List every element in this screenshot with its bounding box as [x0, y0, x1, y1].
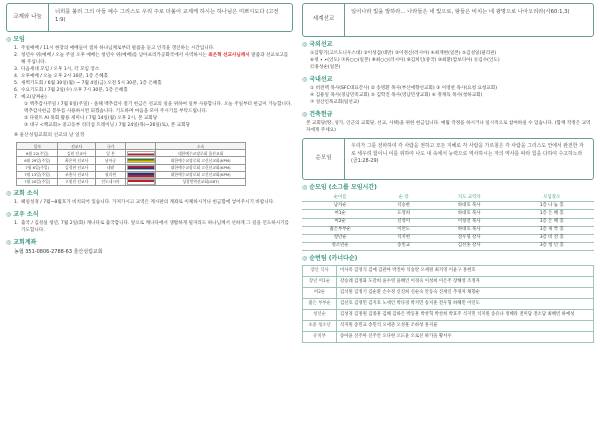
duty-group: 유치부 — [303, 331, 337, 342]
notice-item — [14, 53, 293, 67]
mission-header: 국가 — [95, 143, 125, 150]
small-group-row — [302, 242, 594, 250]
mission-flag-cell — [126, 178, 156, 185]
small-group-cell: 하대호 목사 — [429, 210, 510, 218]
notice-item — [14, 95, 293, 102]
duty-row — [303, 298, 594, 309]
mission-header: 일자 — [17, 143, 58, 150]
small-group-header: 지도 교역자 — [429, 194, 510, 202]
mission-header: 선교사 — [58, 143, 95, 150]
notice-subitem: ③ 대구 <백교회> 중고등부 리더십 트레이닝 / 7월 24일(목)~26일(토), 본 교회당 — [24, 122, 190, 128]
small-group-cell: 여2순 — [302, 218, 378, 226]
small-group-row — [302, 226, 594, 234]
flag-icon — [127, 179, 155, 185]
notice-text: 예고(날짜순) — [21, 94, 47, 100]
mission-cell: 필리핀 — [95, 171, 125, 178]
right-column — [302, 3, 594, 421]
small-group-cell: 신영미 — [378, 218, 429, 226]
order-verse-text: 우리가 그를 전파하여 각 사람을 권하고 모든 지혜로 각 사람을 가르침은 각 사람을 그리스도 안에서 완전한 자로 세우려 함이니 이를 위하여 나도 내 속에서 능력으로 역사하시는 자의 역사를 따라 힘을 다하여 수고하노라 (골1:28-29) — [351, 143, 584, 165]
member-news-item — [14, 221, 293, 235]
small-group-row — [302, 218, 594, 226]
duty-group: 여2순 — [303, 287, 337, 298]
small-group-header: 모임장소 — [509, 194, 594, 202]
church-news-item — [14, 200, 293, 207]
mission-cell: 7월 13일(주일) — [17, 171, 58, 178]
order-verse-box — [302, 138, 594, 180]
mission-row — [17, 164, 246, 171]
small-group-cell: 1층 은 혜 홀 — [509, 218, 594, 226]
mission-flag-cell — [126, 157, 156, 164]
notice-highlight: 최은혁 선교사님께서 — [208, 53, 250, 59]
mission-cell: 최은혁 선교사 — [58, 157, 95, 164]
small-group-cell: 청년순 — [302, 234, 378, 242]
member-news-list — [6, 221, 293, 235]
duty-row — [303, 331, 594, 342]
small-group-heading: ◎ 순모임 (소그룹 모임시간) — [302, 184, 377, 192]
mission-row — [17, 157, 246, 164]
mission-cell: 6월 22(주일) — [17, 150, 58, 157]
notice-subitem: ② 다윗트 AI 목회 활용 세미나 / 7월 14일(월) 오후 2시, 본 교회당 — [24, 115, 158, 121]
mission-cell: 조흥식 선교사 — [58, 171, 95, 178]
foreign-mission-line: ①김형기(고르도니우스대) ②이성검(대만) ③이정신(러시아) ④최재현(일본) ⑤김성일(필리핀) — [310, 51, 497, 57]
notice-item — [14, 81, 293, 88]
notice-item — [14, 74, 293, 81]
flag-icon — [127, 165, 155, 171]
notice-num: 7. — [14, 94, 19, 100]
mission-cell: 6월 29일(주일) — [17, 157, 58, 164]
notice-item — [14, 88, 293, 95]
notice-subitems — [6, 102, 293, 130]
duty-members: 김석원 김정기 김순환 손수정 신진희 신순숙 안동숙 진세인 추정자 채향순 — [337, 287, 594, 298]
duty-members: 김선호 김영민 김지호 노세인 박다경 박지민 송지훈 전우형 하해민 이인도 — [337, 298, 594, 309]
duty-members: 석지원 송민교 송민석 오세준 오성훈 조하성 홍지율 — [337, 320, 594, 331]
mission-row — [17, 150, 246, 157]
notice-num: 4. — [14, 73, 19, 79]
mission-cell: 대한예수교장로회 고신선교회(KPM) — [156, 157, 246, 164]
mission-cell: 네팔 — [95, 164, 125, 171]
mission-row — [17, 178, 246, 185]
small-group-cell: 석승한 — [378, 202, 429, 210]
notice-num: 6. — [14, 87, 19, 93]
mission-cell: 대한예수교장로회 고신선교회(KPM) — [156, 171, 246, 178]
small-group-cell: 1층 새 싹 홀 — [509, 226, 594, 234]
notices-heading: ◎ 모임 — [6, 36, 25, 43]
church-news-text: 헤일성경 / 7월~8월호가 비치되어 있습니다. 가져가시고 교역은 계시판의 계좌로 이체하시거나 헌금함에 넣어주시기 바랍니다. — [21, 200, 275, 206]
duty-group: 청년순 — [303, 309, 337, 320]
flag-icon — [127, 151, 155, 157]
small-group-row — [302, 202, 594, 210]
small-group-cell: 젊은부부순 — [302, 226, 378, 234]
small-group-cell: 이만도 — [378, 226, 429, 234]
account-heading: ◎ 교회계좌 — [6, 239, 37, 247]
foreign-mission-line: ⑥정 ∙ ∙(인도) ⑦류○○(일본) ⑧최○○(러시아) ⑨김희인(중국) ⑩최환(캄보디아) ⑪김수(인도) — [310, 58, 500, 64]
duty-row — [303, 277, 594, 288]
mission-cell: 인도네시아 — [95, 178, 125, 185]
small-group-cell: 이창진 목사 — [429, 218, 510, 226]
mission-cell: 일 본 — [95, 150, 125, 157]
mission-cell: 대한예수교장로회 울산교회 — [156, 150, 246, 157]
flag-icon — [127, 158, 155, 164]
domestic-mission-heading: ◎ 국내선교 — [302, 76, 333, 83]
mission-flag-cell — [126, 171, 156, 178]
small-group-cell: 도영희 — [378, 210, 429, 218]
notice-num: 5. — [14, 80, 19, 86]
mission-schedule-table — [16, 142, 246, 186]
order-verse-label: 순모임 — [303, 139, 345, 179]
small-group-cell: 하대호 목사 — [429, 202, 510, 210]
foreign-mission-list — [302, 51, 594, 72]
member-news-text: 출국 / 김성실 청년, 7월 2일(화) 캐나다로 출국합니다. 앞으로 캐나다에서 생활하게 될지라도 하나님께서 선하게 그 길을 인도하시기를 기도합니다. — [21, 221, 290, 234]
duty-row — [303, 320, 594, 331]
notice-subitem: ① 맥추감사주일 / 7월 6일(주일) - 올해 맥추감사 절기 헌금은 선교의 일을 위하여 일부 사용합니다. 오늘 주일부터 헌금이 가능합니다. 맥추감사헌금 봉투를 사용하시면 되겠습니다. 기도하며 마음을 모아 주시기를 부탁드립니다. — [24, 101, 292, 114]
duty-row — [303, 287, 594, 298]
notice-text: 청년수 위(예배 / 오늘 주일 오후 예배는 청년수 위(예배)를 남아프리카공화국에서 사역하시는 최은혁 선교사님께서 말씀과 선교보고를 해 주십니다. — [21, 53, 289, 66]
notice-item — [14, 67, 293, 74]
domestic-mission-line: ④ 김용일 목사(경남민족교회) ⑤ 김학진 목사(영남민생교회) ⑥ 정재득 목사(청하교회) — [310, 93, 483, 99]
mission-cell: 김경현 선교사 — [58, 164, 95, 171]
mission-cell: 7월 20일(주일) — [17, 178, 58, 185]
left-column — [6, 3, 293, 421]
small-group-cell: 3층 비 전 홀 — [509, 234, 594, 242]
duty-members: 송아윤 신주아 신주안 오다현 오도윤 오로선 하가을 황서우 — [337, 331, 594, 342]
church-news-list — [6, 200, 293, 207]
verse-box — [6, 3, 293, 32]
building-fund-text: 본 교회당(땅, 성가, 인근의 교회당, 선교, 사택)을 위한 헌금입니다. 매월 작정을 하시거나 일시적으로 참여하실 수 있습니다. (함께 작정은 교역자에게 주세요) — [306, 121, 591, 134]
small-group-cell: 전우형 강사 — [429, 234, 510, 242]
building-fund-heading: ◎ 건축헌금 — [302, 111, 333, 118]
small-group-cell: 1층 나 눔 홀 — [509, 202, 594, 210]
mission-cell: 대한예수교장로회 고신선교회(KPM) — [156, 164, 246, 171]
account-number: 농협 351-0806-2788-63 울산성림교회 — [14, 249, 103, 256]
flag-icon — [127, 172, 155, 178]
small-group-cell: 여1순 — [302, 210, 378, 218]
mission-flag-cell — [126, 150, 156, 157]
duty-group: 장년 식사 — [303, 266, 337, 277]
mission-row — [17, 171, 246, 178]
foreign-mission-line: ⑫홍성순(일본) — [310, 65, 341, 71]
member-news-num: 1. — [14, 221, 19, 227]
small-group-header: 순 장 — [378, 194, 429, 202]
mission-header: 소속 — [156, 143, 246, 150]
small-group-cell: 3층 청 년 홀 — [509, 242, 594, 250]
notice-text: 새벽기도회 / 6월 30일(월) ~ 7월 4일(금) 오전 5시 30분, 1층 은혜홀 — [21, 80, 162, 86]
duty-row — [303, 309, 594, 320]
notice-text: 다음세대 모임 / 오후 1시, 각 모임 장소 — [21, 67, 100, 72]
small-group-cell: 김선홍 강사 — [429, 242, 510, 250]
mission-cell: 성경번역선교회(GBT) — [156, 178, 246, 185]
domestic-mission-line: ⑦ 성산인목교회(팀선교) — [310, 100, 360, 106]
duty-group: 초중 청소년 — [303, 320, 337, 331]
member-news-heading: ◎ 교우 소식 — [6, 211, 39, 218]
notice-num: 1. — [14, 46, 19, 52]
small-group-cell: 남자순 — [302, 202, 378, 210]
duty-members: 김성경 김정원 김종훈 김해 김하은 박동훈 박찬혁 박찬희 박효주 석지민 석지원 송유나 정혜라 전미담 전소담 최혜빈 하예성 — [337, 309, 594, 320]
small-group-row — [302, 210, 594, 218]
mission-verse-text: 일어나라 빛을 발하라... 나라들은 네 빛으로, 왕들은 비치는 네 광명으로 나아오리라(사60:1,3) — [351, 9, 570, 15]
mission-cell: 남아공 — [95, 157, 125, 164]
duty-table — [302, 265, 594, 343]
church-news-num: 1. — [14, 200, 19, 206]
notice-text: 주일예배 / 11시 현장의 예배들이 점차 하나님께로부터 말씀을 듣고 인격을 갱신하는 시간입니다. — [21, 46, 215, 52]
notice-list — [6, 46, 293, 102]
duty-row — [303, 266, 594, 277]
verse-label: 교제와 나눔 — [7, 4, 49, 31]
small-group-cell: 하대호 목사 — [429, 226, 510, 234]
duty-members: 강승례 김정화 도갈희 윤수영 윤혜인 이경숙 이성희 이은주 장해영 조정자 — [337, 277, 594, 288]
duty-heading: ◎ 순번팀 (카너다순) — [302, 255, 358, 262]
small-group-table — [302, 194, 594, 251]
small-group-cell: 석지현 — [378, 234, 429, 242]
notice-num: 3. — [14, 67, 19, 72]
verse-text: 너희를 불러 그의 아들 예수 그리스도 우리 주로 더불어 교제케 하시는 하나님은 미쁘시도다 (고전 1:9) — [55, 9, 279, 24]
duty-group: 장년 여1순 — [303, 277, 337, 288]
notice-text: 오후예배 / 오늘 오후 2시 30분, 1층 은혜홀 — [21, 73, 109, 79]
mission-schedule-title: ※ 울산성림교회의 선교의 날 일정 — [14, 132, 85, 138]
mission-verse-box — [302, 3, 594, 37]
mission-flag-cell — [126, 164, 156, 171]
notice-text: 수요기도회 / 7월 2일(수) 오후 7시 30분, 1층 은혜홀 — [21, 87, 128, 93]
domestic-mission-list — [302, 86, 594, 107]
domestic-mission-line: ① 비전맥 목사(SFC대표간사) ② 송명환 목사(부산애향선교회) ③ 이영찬 목사(요청 요청교회) — [310, 86, 498, 92]
small-group-cell: 송민교 — [378, 242, 429, 250]
foreign-mission-heading: ◎ 국외선교 — [302, 41, 333, 48]
small-group-cell: 1층 은 혜 홀 — [509, 210, 594, 218]
notice-num: 2. — [14, 53, 19, 59]
mission-verse-label: 세계선교 — [303, 4, 345, 36]
small-group-cell: 청소년순 — [302, 242, 378, 250]
small-group-row — [302, 234, 594, 242]
mission-cell: 김원 선교사 — [58, 150, 95, 157]
church-news-heading: ◎ 교회 소식 — [6, 189, 39, 197]
mission-cell: 7월 6일(주일) — [17, 164, 58, 171]
small-group-header: 순이름 — [302, 194, 378, 202]
duty-group: 젊은 부부순 — [303, 298, 337, 309]
duty-members: 이사옥 김영식 김예 김관아 박진아 석승란 오세원 최지영 이윤구 홍현호 — [337, 266, 594, 277]
mission-header-flag — [126, 143, 156, 150]
mission-cell: 고원진 선교사 — [58, 178, 95, 185]
